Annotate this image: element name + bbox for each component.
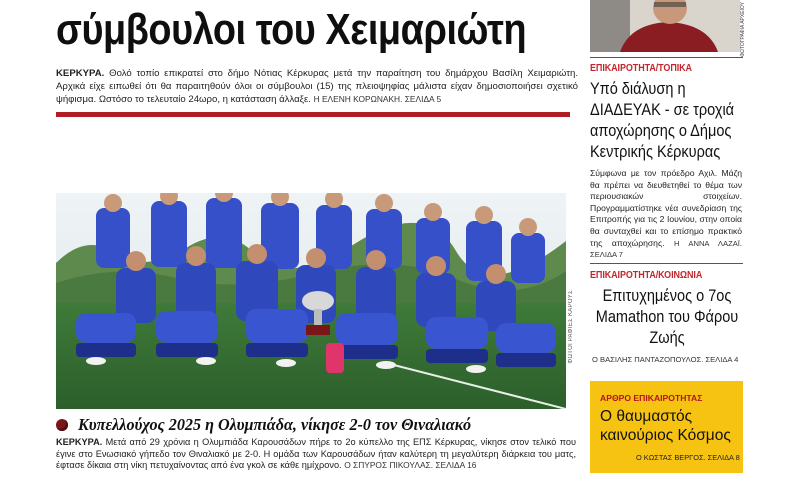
portrait-photo <box>590 0 740 52</box>
story2-section: ΕΠΙΚΑΙΡΟΤΗΤΑ/ΚΟΙΝΩΝΙΑ <box>590 270 703 281</box>
photo-caption <box>56 414 492 436</box>
story1-byline: Η ΑΝΝΑ ΛΑΖΑΪ. ΣΕΛΙΔΑ 7 <box>590 238 742 260</box>
story1-text: Σύμφωνα με τον πρόεδρο Αχιλ. Μάζη θα πρέπει να διευθετηθεί το θέμα των περιουσιακών στοιχείων. Προγραμματίστηκε νέα συνεδρίαση της Επιτροπής για τις 2 Ιουνίου, στην οποία θα συνταχθεί και το επίσημο πρακτικό της αποχώρησης. <box>590 168 742 248</box>
opinion-box <box>590 381 743 473</box>
story1-section: ΕΠΙΚΑΙΡΟΤΗΤΑ/ΤΟΠΙΚΑ <box>590 63 692 74</box>
story1-title: Υπό διάλυση η ΔΙΑΔΕΥΑΚ - σε τροχιά αποχώρησης ο Δήμος Κεντρικής Κέρκυρας <box>590 80 735 161</box>
story3-section: ΑΡΘΡΟ ΕΠΙΚΑΙΡΟΤΗΤΑΣ <box>600 393 703 403</box>
side-separator <box>590 57 743 58</box>
lead-text: Θολό τοπίο επικρατεί στο δήμο Νότιας Κέρκυρας μετά την παραίτηση του δημάρχου Βασίλη Χειμαριώτη. Αρχικά είχε ειπωθεί ότι θα παραιτηθούν όλοι οι σύμβουλοι (15) της πλειοψηφίας μάλιστα είχαν δημοσιοποιήσει σχετικό ψήφισμα. Ωστόσο το τελευταίο 24ωρο, η κατάσταση άλλαξε. <box>56 68 578 106</box>
story3-title: Ο θαυμαστός καινούριος Κόσμος <box>600 408 731 444</box>
lead-paragraph <box>56 68 578 107</box>
cup-story-body <box>56 437 576 472</box>
story2-title: Επιτυχημένος ο 7ος Mamathon του Φάρου Ζωής <box>595 287 739 347</box>
story1-body <box>590 168 742 261</box>
story3-byline: Ο ΚΩΣΤΑΣ ΒΕΡΓΟΣ. ΣΕΛΙΔΑ 8 <box>636 453 740 462</box>
portrait-credit: ΦΩΤΟΓΡΑΦΙΑ ΑΡΧΕΙΟΥ <box>740 2 746 57</box>
body-byline: Ο ΣΠΥΡΟΣ ΠΙΚΟΥΛΑΣ. ΣΕΛΙΔΑ 16 <box>344 460 477 471</box>
body-text: Μετά από 29 χρόνια η Ολυμπιάδα Καρουσάδων πήρε το 2ο κύπελλο της ΕΠΣ Κέρκυρας, νίκησε στον τελικό που έγινε στο Ενωσιακό γήπεδο τον Θιναλιακό με 2-0. Η ομάδα των Καρουσάδων ήταν καλύτερη τη μεγαλύτερη διάρκεια του ματς, έφτασε δίκαια στη νίκη πετυχαίνοντας από ένα γκολ σε κάθε ημίχρονο. <box>56 437 576 471</box>
lead-byline: Η ΕΛΕΝΗ ΚΟΡΩΝΑΚΗ. ΣΕΛΙΔΑ 5 <box>313 94 442 105</box>
team-photo <box>56 193 566 409</box>
lead-place: ΚΕΡΚΥΡΑ. <box>56 68 105 79</box>
story2-byline: Ο ΒΑΣΙΛΗΣ ΠΑΝΤΑΖΟΠΟΥΛΟΣ. ΣΕΛΙΔΑ 4 <box>592 355 739 364</box>
main-headline: σύμβουλοι του Χειμαριώτη <box>56 5 527 54</box>
photo-credit: ΦΩΤΟΓΡΑΦΙΕΣ ΚΑΡΟΥΣ <box>568 290 574 364</box>
red-divider <box>56 112 570 117</box>
caption-bullet-icon <box>56 419 68 431</box>
body-place: ΚΕΡΚΥΡΑ. <box>56 437 103 447</box>
side-separator-2 <box>590 263 743 264</box>
caption-text: Κυπελλούχος 2025 η Ολυμπιάδα, νίκησε 2-0 τον Θιναλιακό <box>78 415 472 434</box>
